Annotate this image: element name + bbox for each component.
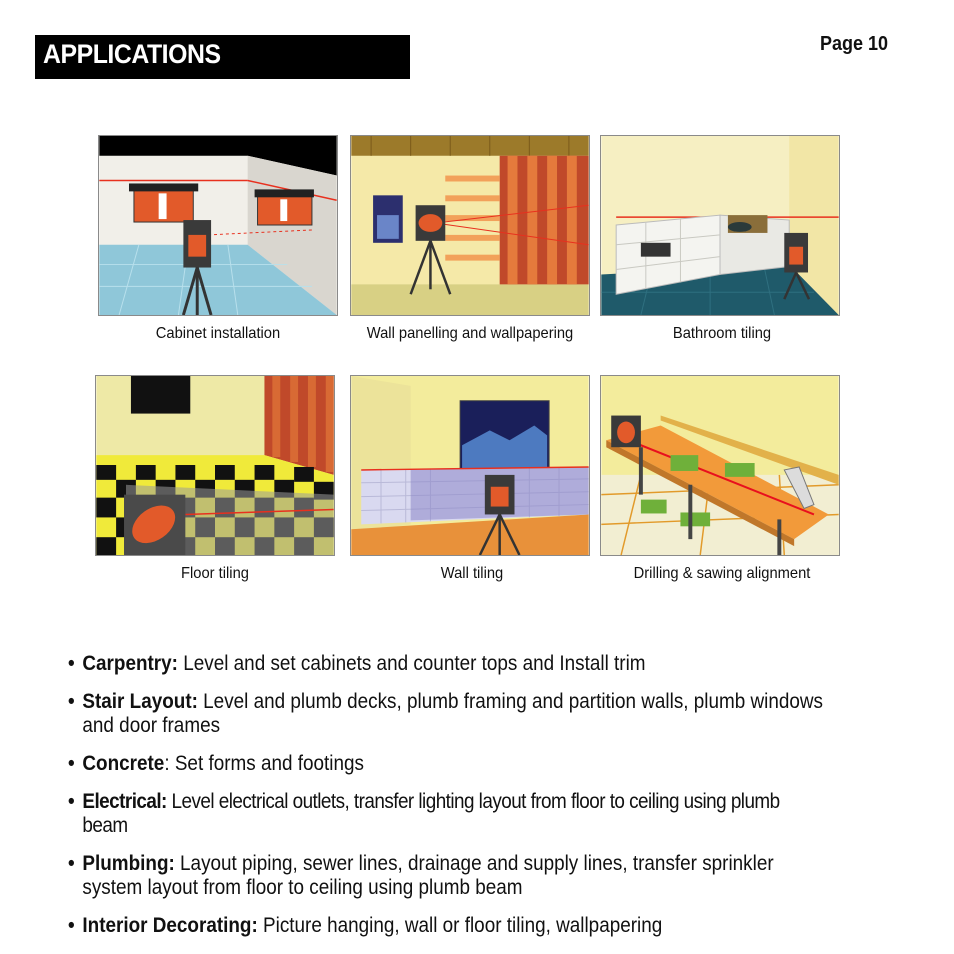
bullet-text: : Set forms and footings <box>164 752 364 775</box>
figure-caption: Floor tiling <box>181 565 249 582</box>
page-number: Page 10 <box>820 33 889 55</box>
applications-list <box>68 652 824 952</box>
figure-drilling-sawing <box>600 375 840 556</box>
list-item: • Interior Decorating: Picture hanging, wall or floor tiling, wallpapering <box>68 914 663 937</box>
list-item: • Carpentry: Level and set cabinets and counter tops and Install trim <box>68 652 646 675</box>
bullet-text: Layout piping, sewer lines, drainage and supply lines, transfer sprinkler system layout from floor to ceiling using plumb beam <box>82 852 774 899</box>
figure-wall-tiling <box>350 375 590 556</box>
figure-bathroom-tiling <box>600 135 840 316</box>
bullet-term: Stair Layout: <box>82 690 198 713</box>
figure-caption: Wall tiling <box>440 565 504 582</box>
list-item: • Plumbing: Layout piping, sewer lines, drainage and supply lines, transfer sprinkler system layout from floor to ceiling using plumb beam <box>68 852 774 899</box>
bullet-text: Level and set cabinets and counter tops and Install trim <box>177 652 646 675</box>
bullet-text: Picture hanging, wall or floor tiling, wallpapering <box>257 914 663 937</box>
figure-caption: Cabinet installation <box>155 325 281 342</box>
figure-caption: Wall panelling and wallpapering <box>366 325 574 342</box>
bullet-term: Concrete <box>82 752 165 775</box>
figure-caption: Drilling & sawing alignment <box>633 565 811 582</box>
cabinet-installation-illustration <box>99 136 337 315</box>
figure-caption: Bathroom tiling <box>672 325 772 342</box>
wall-tiling-illustration <box>351 376 589 555</box>
list-item: • Electrical: Level electrical outlets, transfer lighting layout from floor to ceiling using plumb beam <box>68 790 780 837</box>
figure-wall-panelling <box>350 135 590 316</box>
list-item: • Concrete: Set forms and footings <box>68 752 364 775</box>
wall-panelling-illustration <box>351 136 589 315</box>
bullet-term: Carpentry: <box>82 652 178 675</box>
drilling-sawing-illustration <box>601 376 839 555</box>
page-title: APPLICATIONS <box>43 39 221 69</box>
section-header-bar <box>35 35 410 79</box>
bullet-term: Interior Decorating: <box>82 914 258 937</box>
bullet-text: Level and plumb decks, plumb framing and partition walls, plumb windows and door frames <box>82 690 824 737</box>
bathroom-tiling-illustration <box>601 136 839 315</box>
floor-tiling-illustration <box>96 376 334 555</box>
figure-floor-tiling <box>95 375 335 556</box>
bullet-term: Plumbing: <box>82 852 175 875</box>
list-item: • Stair Layout: Level and plumb decks, plumb framing and partition walls, plumb windows and door frames <box>68 690 824 737</box>
bullet-text: Level electrical outlets, transfer lighting layout from floor to ceiling using plumb beam <box>82 790 780 837</box>
bullet-term: Electrical: <box>82 790 167 813</box>
figure-cabinet-installation <box>98 135 338 316</box>
